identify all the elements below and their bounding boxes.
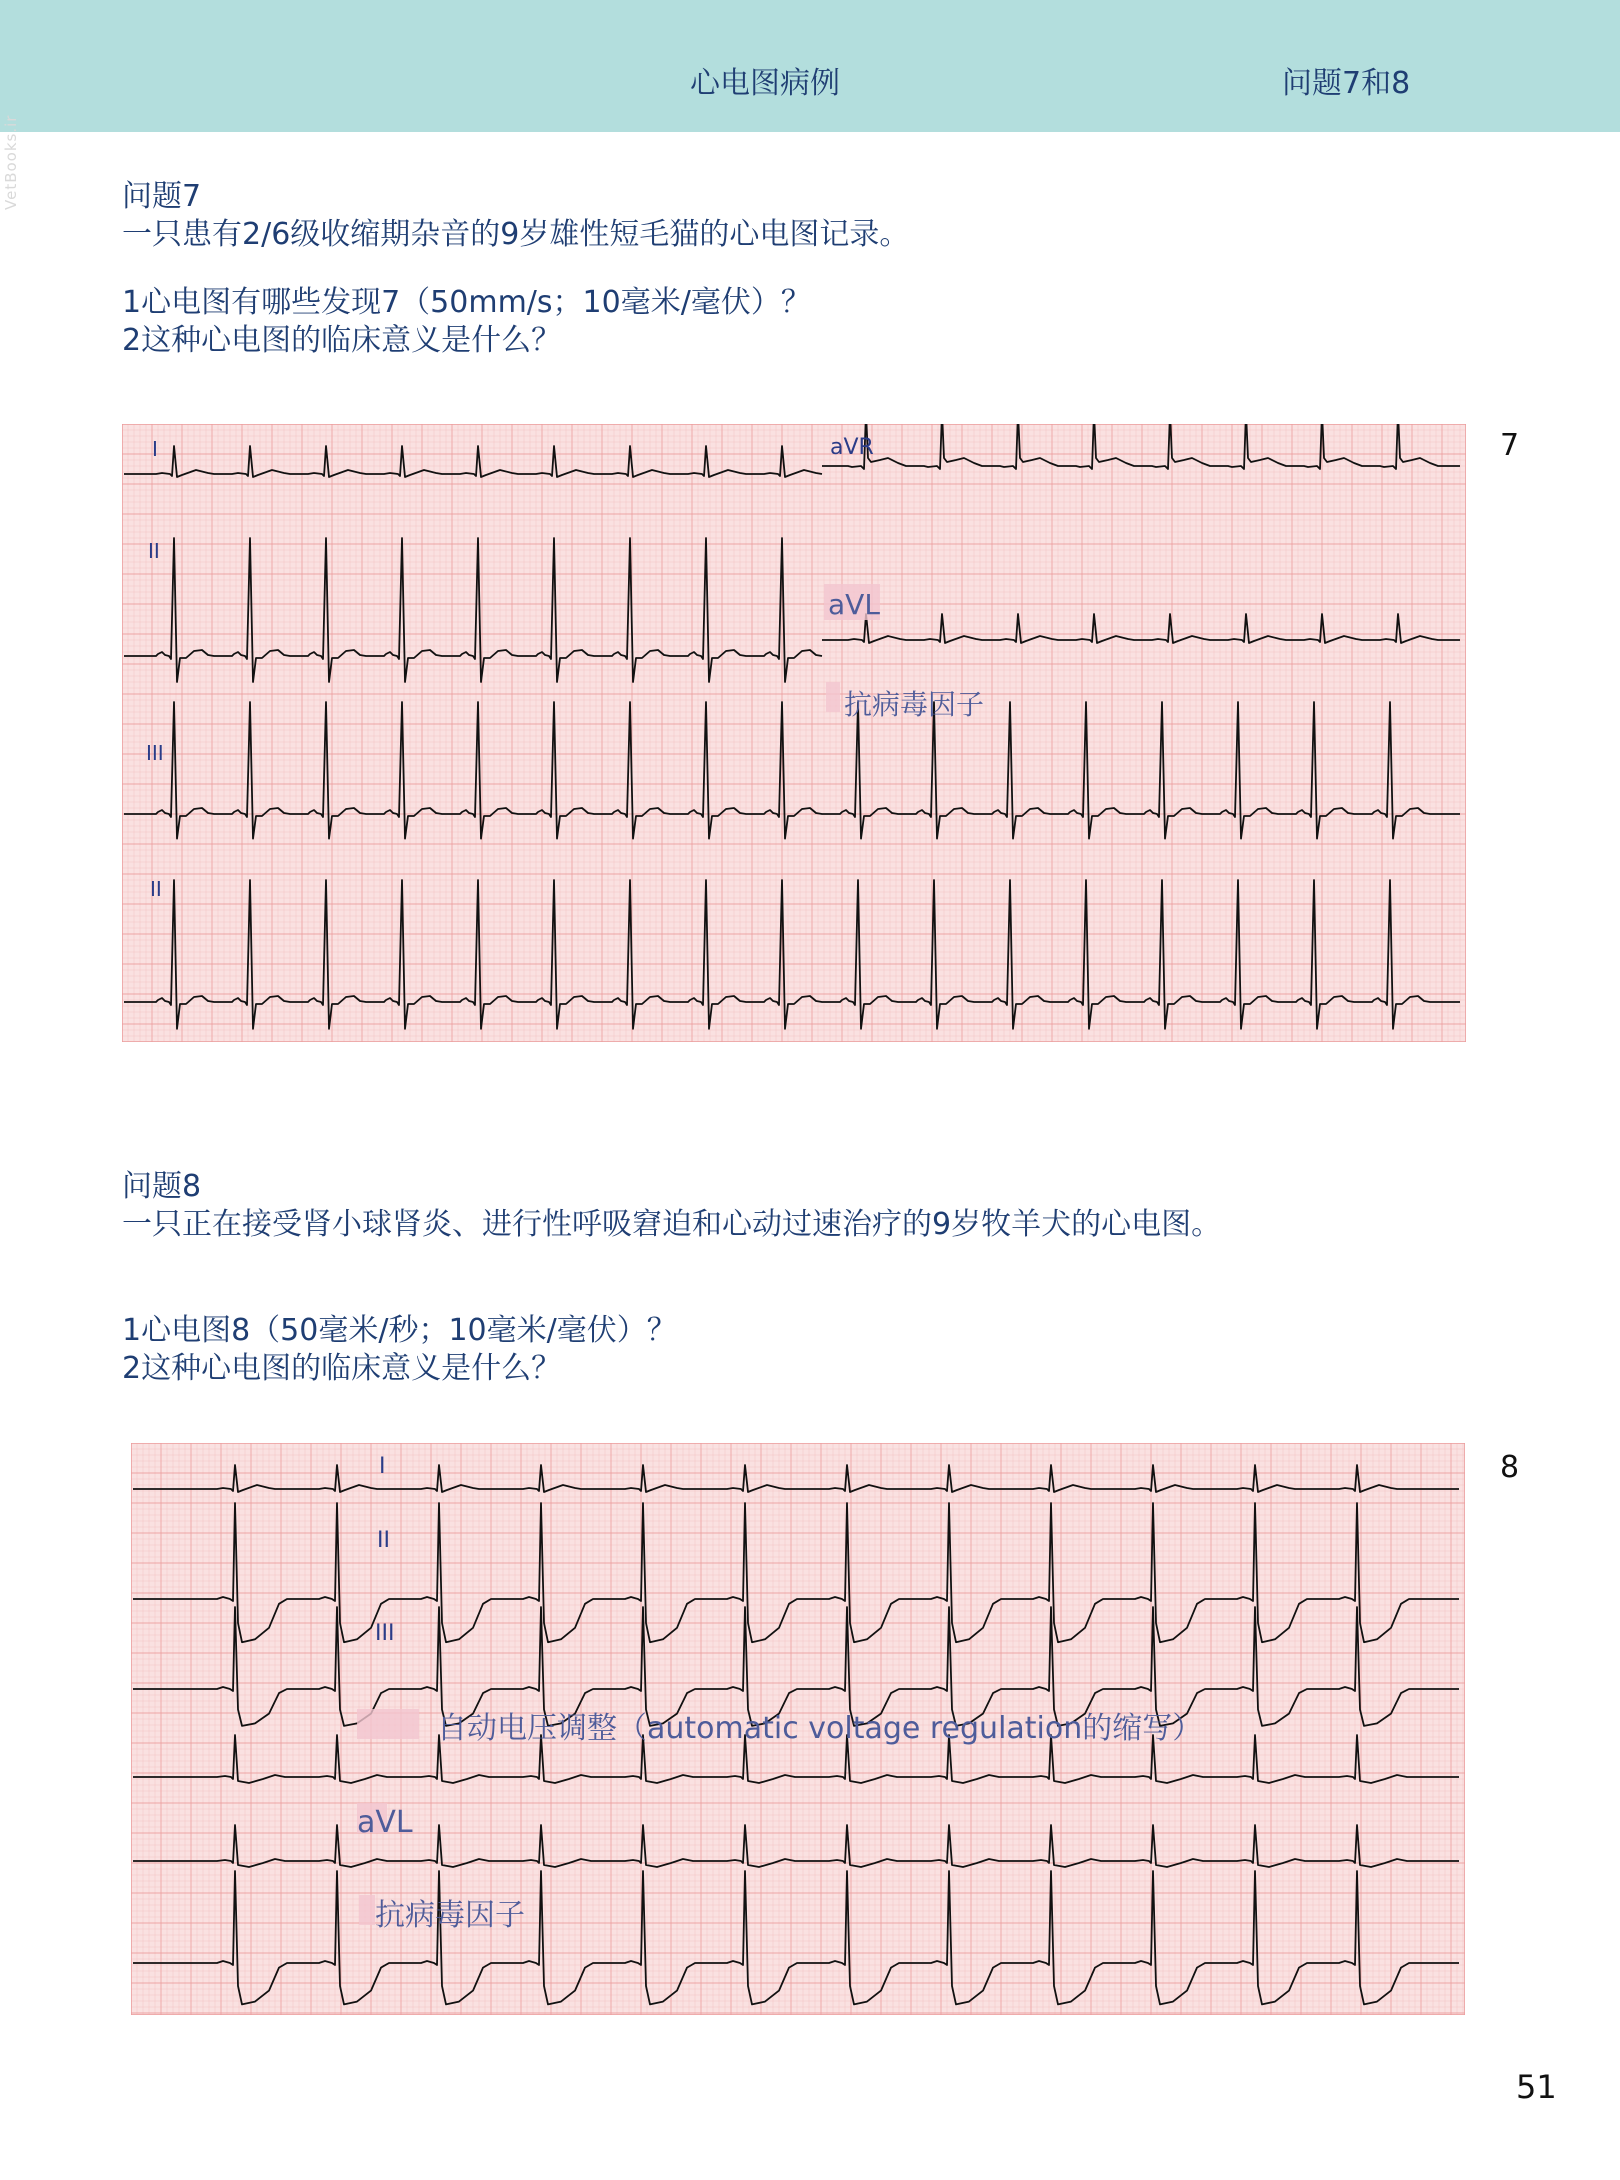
lead-label-aVR: aVR [830,435,874,460]
question-8-heading: 问题8 [122,1169,202,1204]
overlay-label-antiviral: 抗病毒因子 [375,1898,525,1933]
watermark: VetBooks.ir [2,114,20,210]
ecg-figure-8 [131,1443,1465,2015]
ecg-figure-7 [122,424,1466,1042]
lead-label-II: II [148,539,160,563]
header-title: 心电图病例 [690,66,840,101]
figure-8-number: 8 [1500,1450,1520,1485]
overlay-patch [826,682,840,712]
figure-7-number: 7 [1500,428,1520,463]
page-header [0,0,1620,132]
lead-label-III: III [375,1621,395,1646]
question-8-item-2: 2这种心电图的临床意义是什么？ [122,1351,562,1386]
lead-label-III: III [146,741,164,765]
question-7-heading: 问题7 [122,179,202,214]
overlay-patch [359,1895,375,1925]
question-8-description: 一只正在接受肾小球肾炎、进行性呼吸窘迫和心动过速治疗的9岁牧羊犬的心电图。 [122,1207,1222,1242]
overlay-label-aVL: aVL [828,588,880,621]
question-8-block [122,1168,1221,1388]
lead-label-I: I [152,437,158,461]
overlay-label-antiviral: 抗病毒因子 [844,688,985,721]
question-7-item-2: 2这种心电图的临床意义是什么？ [122,323,562,358]
header-section-label: 问题7和8 [1282,66,1411,101]
question-7-description: 一只患有2/6级收缩期杂音的9岁雄性短毛猫的心电图记录。 [122,217,910,252]
overlay-label-avr: 自动电压调整（automatic voltage regulation的缩写） [437,1711,1203,1746]
overlay-patch [357,1709,419,1739]
page-number: 51 [1516,2068,1557,2106]
question-7-item-1: 1心电图有哪些发现7（50mm/s；10毫米/毫伏）？ [122,285,811,320]
lead-label-II: II [377,1528,390,1553]
lead-label-I: I [379,1454,386,1479]
lead-label-II-rhythm: II [150,877,162,901]
question-7-block [122,178,909,360]
overlay-label-aVL: aVL [357,1805,413,1840]
question-8-item-1: 1心电图8（50毫米/秒；10毫米/毫伏）？ [122,1313,677,1348]
